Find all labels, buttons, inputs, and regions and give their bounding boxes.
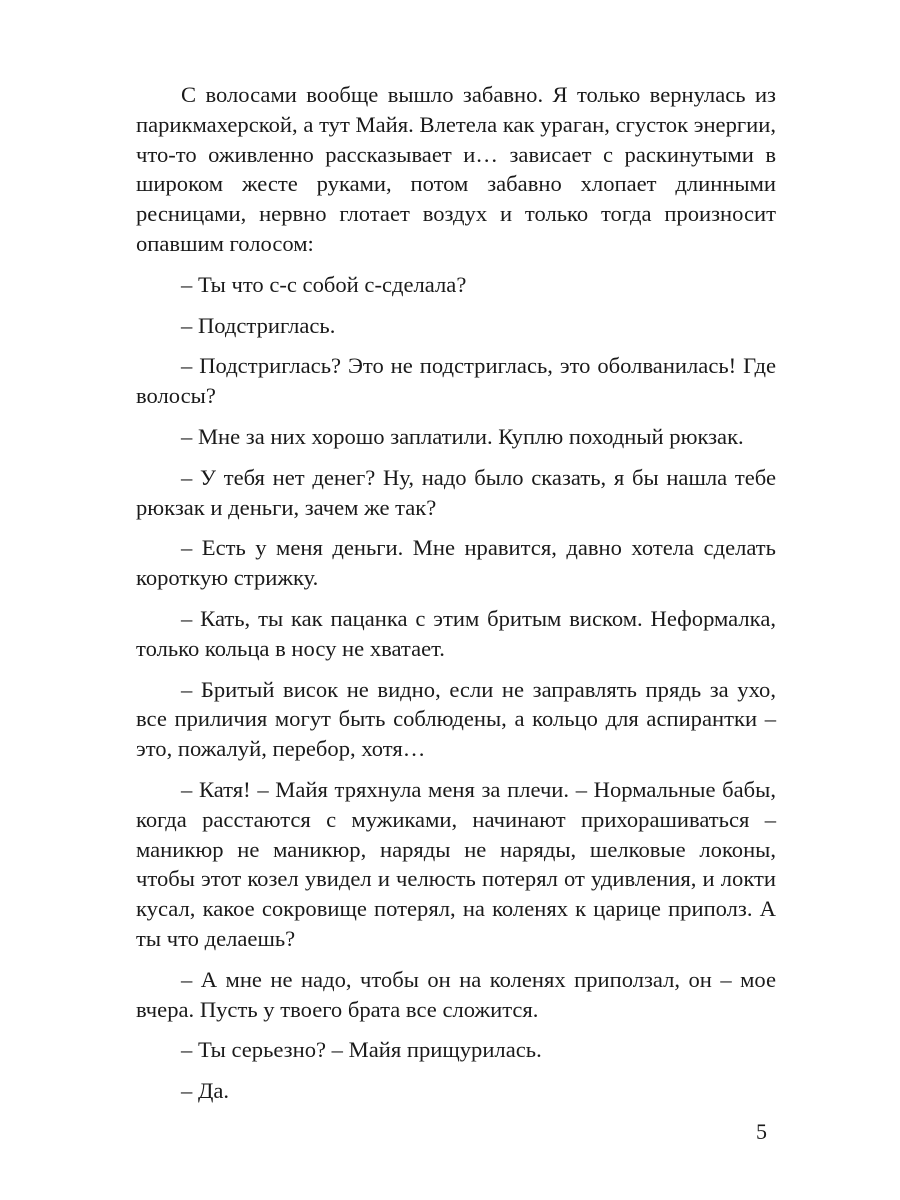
paragraph-8: – Кать, ты как пацанка с этим бритым виском. Неформалка, только кольца в носу не хватает. (136, 605, 776, 661)
page-number: 5 (756, 1119, 767, 1144)
paragraph-5: – Мне за них хорошо заплатили. Куплю походный рюкзак. (181, 423, 744, 449)
paragraph-9: – Бритый висок не видно, если не заправлять прядь за ухо, все приличия могут быть соблюдены, а кольцо для аспирантки – это, пожалуй, перебор, хотя… (136, 676, 776, 762)
paragraph-2: – Ты что с-с собой с-сделала? (181, 271, 467, 297)
paragraph-7: – Есть у меня деньги. Мне нравится, давно хотела сделать короткую стрижку. (136, 535, 776, 591)
paragraph-4: – Подстриглась? Это не подстриглась, это оболванилась! Где волосы? (136, 353, 776, 409)
paragraph-13: – Да. (181, 1078, 230, 1104)
paragraph-6: – У тебя нет денег? Ну, надо было сказать, я бы нашла тебе рюкзак и деньги, зачем же так? (136, 464, 776, 520)
paragraph-12: – Ты серьезно? – Майя прищурилась. (181, 1037, 542, 1063)
book-page-body (136, 80, 776, 1117)
paragraph-1: С волосами вообще вышло забавно. Я только вернулась из парикмахерской, а тут Майя. Влетела как ураган, сгусток энергии, что-то оживленно рассказывает и… зависает с раскинутыми в широком жесте руками, потом забавно хлопает длинными ресницами, нервно глотает воздух и только тогда произносит опавшим голосом: (136, 82, 776, 256)
paragraph-11: – А мне не надо, чтобы он на коленях приползал, он – мое вчера. Пусть у твоего брата все сложится. (136, 966, 776, 1022)
paragraph-3: – Подстриглась. (181, 312, 336, 338)
paragraph-10: – Катя! – Майя тряхнула меня за плечи. – Нормальные бабы, когда расстаются с мужиками, начинают прихорашиваться – маникюр не маникюр, наряды не наряды, шелковые локоны, чтобы этот козел увидел и челюсть потерял от удивления, и локти кусал, какое сокровище потерял, на коленях к царице приполз. А ты что делаешь? (136, 776, 776, 951)
